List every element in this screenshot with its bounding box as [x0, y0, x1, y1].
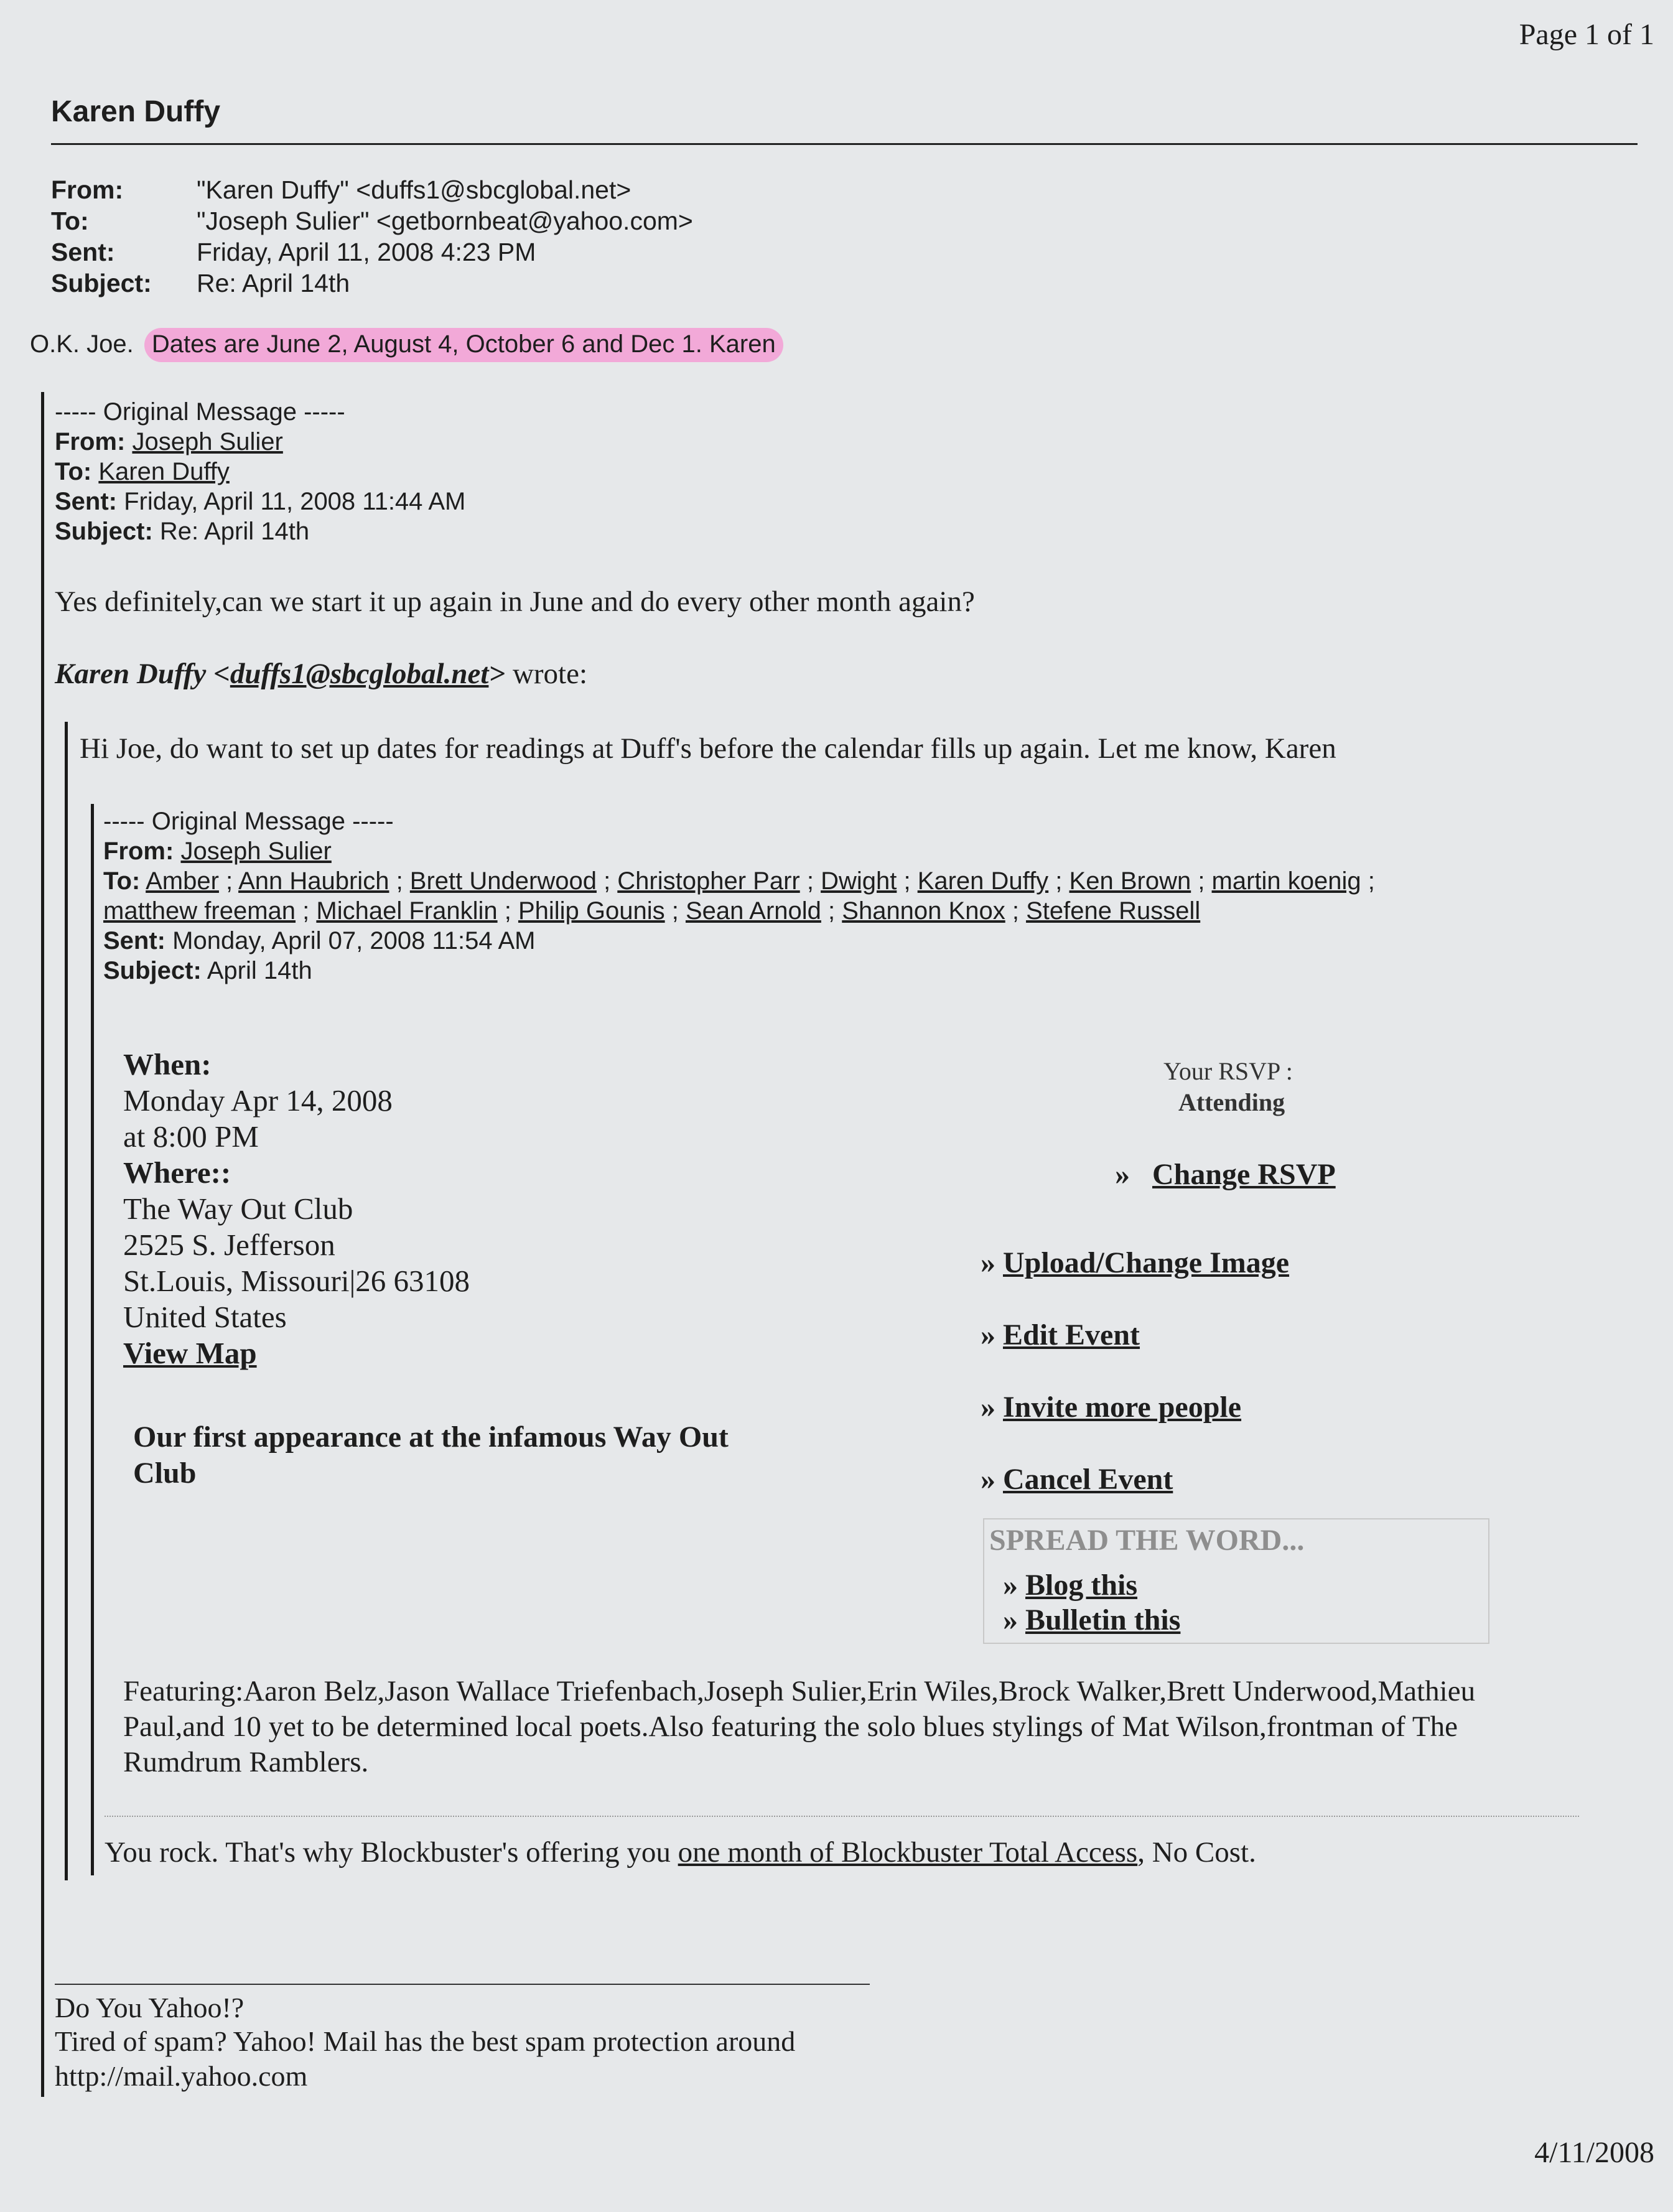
featuring-line2: Paul,and 10 yet to be determined local poets.Also featuring the solo blues stylings of Mat Wilson,frontman of The: [123, 1710, 1458, 1743]
quote1-wrote-line: [55, 657, 587, 691]
recipient-link[interactable]: Ken Brown: [1069, 867, 1191, 895]
quote3-subject-label: Subject:: [103, 957, 202, 984]
reply-prefix: O.K. Joe.: [30, 330, 134, 358]
invite-people-action[interactable]: [981, 1390, 1241, 1424]
quote1-to-label: To:: [55, 458, 92, 485]
quote3-from: [103, 838, 332, 866]
arrow-icon: »: [981, 1318, 995, 1351]
event-venue: The Way Out Club: [123, 1192, 353, 1226]
highlighted-dates: Dates are June 2, August 4, October 6 and Dec 1. Karen: [144, 328, 783, 362]
footer-divider: [55, 1984, 870, 1985]
rsvp-value: Attending: [1178, 1088, 1285, 1116]
quote1-from-label: From:: [55, 428, 126, 455]
quote1-sent-value: Friday, April 11, 2008 11:44 AM: [124, 488, 466, 515]
header-to-value: "Joseph Sulier" <getbornbeat@yahoo.com>: [197, 207, 693, 235]
featuring-line1: Featuring:Aaron Belz,Jason Wallace Triefenbach,Joseph Sulier,Erin Wiles,Brock Walker,Brett Underwood,Mathieu: [123, 1675, 1476, 1707]
recipient-link[interactable]: Amber: [146, 867, 219, 895]
event-country: United States: [123, 1300, 287, 1334]
quote2-body: Hi Joe, do want to set up dates for readings at Duff's before the calendar fills up again. Let me know, Karen: [80, 732, 1336, 765]
arrow-icon: »: [1003, 1603, 1018, 1636]
quote3-to-line1: To: Amber ; Ann Haubrich ; Brett Underwood ; Christopher Parr ; Dwight ; Karen Duffy ; Ken Brown ; martin koenig ;: [103, 867, 1375, 895]
quote1-sent-label: Sent:: [55, 488, 117, 515]
quote1-from: [55, 428, 283, 456]
quote3-from-label: From:: [103, 838, 174, 865]
arrow-icon: »: [981, 1391, 995, 1424]
header-sent-label: Sent:: [51, 238, 115, 266]
promo-line: [105, 1836, 1256, 1869]
quote3-to-line2: matthew freeman ; Michael Franklin ; Philip Gounis ; Sean Arnold ; Shannon Knox ; Stefene Russell: [103, 897, 1201, 925]
quote3-sent: [103, 927, 535, 955]
quote1-from-link[interactable]: Joseph Sulier: [132, 428, 283, 455]
recipient-link[interactable]: matthew freeman: [103, 897, 296, 925]
recipient-link[interactable]: Philip Gounis: [518, 897, 665, 925]
quote1-to-link[interactable]: Karen Duffy: [98, 458, 230, 485]
footer-line1: Do You Yahoo!?: [55, 1992, 245, 2023]
recipient-link[interactable]: Shannon Knox: [842, 897, 1005, 925]
arrow-icon: »: [981, 1246, 995, 1279]
quote3-sent-value: Monday, April 07, 2008 11:54 AM: [172, 927, 536, 954]
bulletin-this-link[interactable]: Bulletin this: [1025, 1603, 1181, 1636]
header-from-label: From:: [51, 175, 124, 204]
quote1-separator: ----- Original Message -----: [55, 398, 345, 426]
wrote-close: >: [488, 658, 506, 690]
quote-bar-level3: [91, 804, 94, 1875]
arrow-icon: »: [1115, 1158, 1130, 1191]
title-divider: [51, 143, 1638, 145]
print-date: 4/11/2008: [1534, 2136, 1654, 2169]
event-description-line2: Club: [133, 1457, 197, 1490]
footer-line2: Tired of spam? Yahoo! Mail has the best spam protection around: [55, 2025, 796, 2057]
wrote-suffix: wrote:: [505, 658, 588, 690]
change-rsvp-link[interactable]: Change RSVP: [1152, 1158, 1336, 1191]
event-street: 2525 S. Jefferson: [123, 1228, 335, 1262]
header-subject-value: Re: April 14th: [197, 269, 350, 297]
rsvp-label: Your RSVP :: [1163, 1057, 1293, 1085]
invite-people-link[interactable]: Invite more people: [1003, 1391, 1242, 1424]
recipient-link[interactable]: martin koenig: [1211, 867, 1361, 895]
edit-event-link[interactable]: Edit Event: [1003, 1318, 1140, 1351]
bulletin-this-action[interactable]: [1003, 1603, 1180, 1637]
quote1-subject-label: Subject:: [55, 518, 153, 545]
recipient-link[interactable]: Karen Duffy: [917, 867, 1049, 895]
promo-suffix: , No Cost.: [1137, 1836, 1256, 1869]
quote3-subject: [103, 957, 312, 985]
wrote-name: Karen Duffy <: [55, 658, 230, 690]
quote1-subject-value: Re: April 14th: [159, 518, 310, 545]
recipient-link[interactable]: Dwight: [821, 867, 897, 895]
view-map-link[interactable]: View Map: [123, 1336, 257, 1370]
quote-bar-level1: [41, 392, 44, 2097]
recipient-link[interactable]: Ann Haubrich: [238, 867, 389, 895]
event-description-line1: Our first appearance at the infamous Way Out: [133, 1421, 729, 1454]
footer-line3: http://mail.yahoo.com: [55, 2060, 308, 2092]
spread-title: SPREAD THE WORD...: [989, 1524, 1305, 1557]
arrow-icon: »: [981, 1463, 995, 1496]
page-number: Page 1 of 1: [1519, 18, 1654, 51]
header-to-label: To:: [51, 207, 89, 235]
quote3-sent-label: Sent:: [103, 927, 165, 954]
promo-link[interactable]: one month of Blockbuster Total Access: [678, 1836, 1138, 1869]
quote1-sent: [55, 488, 465, 516]
header-from-value: "Karen Duffy" <duffs1@sbcglobal.net>: [197, 175, 631, 204]
reply-body: [30, 328, 783, 362]
event-city: St.Louis, Missouri|26 63108: [123, 1264, 470, 1298]
quote1-body: Yes definitely,can we start it up again in June and do every other month again?: [55, 586, 975, 618]
header-subject-label: Subject:: [51, 269, 152, 297]
quote3-to-label: To:: [103, 867, 141, 895]
where-label: Where::: [123, 1155, 231, 1190]
quote3-subject-value: April 14th: [207, 957, 312, 984]
edit-event-action[interactable]: [981, 1318, 1140, 1352]
arrow-icon: »: [1003, 1569, 1018, 1602]
quote-bar-level2: [65, 722, 68, 1880]
recipient-link[interactable]: Stefene Russell: [1026, 897, 1201, 925]
quote1-subject: [55, 518, 309, 546]
promo-divider: [105, 1816, 1579, 1817]
blog-this-action[interactable]: [1003, 1568, 1137, 1602]
recipient-link[interactable]: Sean Arnold: [685, 897, 821, 925]
cancel-event-link[interactable]: Cancel Event: [1003, 1463, 1173, 1496]
recipient-link[interactable]: Michael Franklin: [316, 897, 498, 925]
event-date: Monday Apr 14, 2008: [123, 1083, 393, 1118]
upload-image-action[interactable]: [981, 1246, 1289, 1280]
quote1-to: [55, 458, 230, 486]
recipient-link[interactable]: Brett Underwood: [409, 867, 597, 895]
email-title: Karen Duffy: [51, 95, 221, 128]
header-sent-value: Friday, April 11, 2008 4:23 PM: [197, 238, 536, 266]
recipient-link[interactable]: Christopher Parr: [617, 867, 800, 895]
event-time: at 8:00 PM: [123, 1119, 259, 1154]
change-rsvp-action[interactable]: [1115, 1157, 1336, 1192]
wrote-email-link[interactable]: duffs1@sbcglobal.net: [230, 658, 489, 690]
upload-image-link[interactable]: Upload/Change Image: [1003, 1246, 1290, 1279]
featuring-line3: Rumdrum Ramblers.: [123, 1746, 369, 1778]
cancel-event-action[interactable]: [981, 1462, 1173, 1496]
quote3-from-link[interactable]: Joseph Sulier: [180, 838, 332, 865]
when-label: When:: [123, 1047, 212, 1081]
blog-this-link[interactable]: Blog this: [1025, 1569, 1138, 1602]
featuring-text: [123, 1674, 1647, 1780]
promo-prefix: You rock. That's why Blockbuster's offering you: [105, 1836, 678, 1869]
quote3-separator: ----- Original Message -----: [103, 808, 394, 835]
